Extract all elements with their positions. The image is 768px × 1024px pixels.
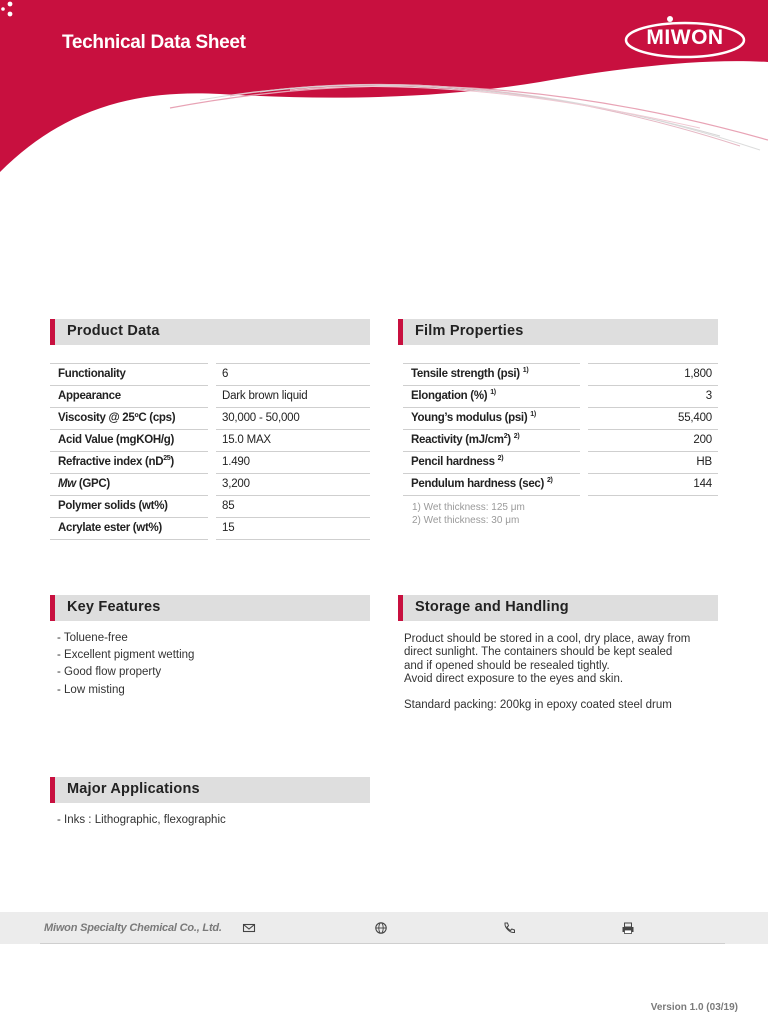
table-row bbox=[403, 408, 718, 430]
table-row bbox=[403, 474, 718, 496]
row-value: 1.490 bbox=[216, 452, 370, 474]
footer-bar bbox=[0, 912, 768, 944]
row-value: 144 bbox=[588, 474, 718, 496]
storage-heading-text: Storage and Handling bbox=[415, 599, 569, 615]
list-item: - Toluene-free bbox=[57, 632, 128, 644]
product-data-table bbox=[50, 364, 370, 540]
row-value: 6 bbox=[216, 364, 370, 386]
storage-line: Product should be stored in a cool, dry place, away from bbox=[404, 633, 691, 645]
note-line: 2) Wet thickness: 30 μm bbox=[412, 514, 520, 526]
major-applications-list bbox=[57, 812, 226, 829]
mail-icon bbox=[242, 921, 256, 935]
row-value: 3,200 bbox=[216, 474, 370, 496]
storage-line: Avoid direct exposure to the eyes and skin. bbox=[404, 673, 624, 686]
row-label: Acid Value (mgKOH/g) bbox=[50, 430, 208, 452]
table-row bbox=[50, 474, 370, 496]
row-label: Reactivity $(mJ/cm^2)$ $^{2)}$ bbox=[403, 430, 580, 452]
globe-icon bbox=[374, 921, 388, 935]
storage-line: direct sunlight. The containers should be kept sealed bbox=[404, 646, 673, 659]
document-title: Technical Data Sheet bbox=[62, 32, 246, 53]
product-data-heading-text: Product Data bbox=[67, 323, 160, 339]
storage-line: and if opened should be resealed tightly. bbox=[404, 659, 610, 672]
row-label: Mw (GPC) bbox=[50, 474, 208, 496]
row-value: 15.0 MAX bbox=[216, 430, 370, 452]
row-value: 1,800 bbox=[588, 364, 718, 386]
row-value: HB bbox=[588, 452, 718, 474]
standard-packing: Standard packing: 200kg in epoxy coated steel drum bbox=[404, 699, 672, 711]
list-item: - Inks : Lithographic, flexographic bbox=[57, 814, 226, 826]
note-line: 1) Wet thickness: 125 μm bbox=[412, 502, 525, 513]
logo-text: MIWON bbox=[646, 26, 724, 49]
version-label: Version 1.0 (03/19) bbox=[650, 1002, 738, 1013]
film-notes bbox=[412, 502, 525, 527]
storage-text bbox=[404, 633, 690, 687]
table-row bbox=[50, 430, 370, 452]
table-row bbox=[50, 518, 370, 540]
row-value: 30,000 - 50,000 bbox=[216, 408, 370, 430]
miwon-logo bbox=[623, 14, 747, 64]
phone-icon bbox=[502, 921, 516, 935]
table-row bbox=[50, 408, 370, 430]
fax-icon bbox=[621, 921, 635, 935]
key-features-heading-text: Key Features bbox=[67, 599, 161, 615]
footer-divider bbox=[40, 943, 725, 944]
film-properties-heading bbox=[398, 319, 718, 345]
list-item: - Low misting bbox=[57, 683, 125, 696]
company-name: Miwon Specialty Chemical Co., Ltd. bbox=[44, 922, 222, 934]
row-label: Polymer solids (wt%) bbox=[50, 496, 208, 518]
row-label: Pencil hardness $^{2)}$ bbox=[403, 452, 580, 474]
film-properties-heading-text: Film Properties bbox=[415, 323, 524, 339]
row-value: 15 bbox=[216, 518, 370, 540]
row-label: Viscosity @ 25ºC (cps) bbox=[50, 408, 208, 430]
list-item: - Excellent pigment wetting bbox=[57, 649, 195, 662]
list-item: - Good flow property bbox=[57, 666, 162, 679]
row-value: 200 bbox=[588, 430, 718, 452]
row-value: 55,400 bbox=[588, 408, 718, 430]
title-dots-icon bbox=[0, 0, 20, 20]
table-row bbox=[403, 430, 718, 452]
table-row bbox=[403, 452, 718, 474]
table-row bbox=[403, 386, 718, 408]
table-row bbox=[403, 364, 718, 386]
row-label: Refractive index $(nD^{25})$ bbox=[50, 452, 208, 474]
row-label: Young’s modulus (psi) $^{1)}$ bbox=[403, 408, 580, 430]
key-features-list bbox=[57, 630, 194, 699]
storage-heading bbox=[398, 595, 718, 621]
row-label: Tensile strength (psi) $^{1)}$ bbox=[403, 364, 580, 386]
row-label: Appearance bbox=[50, 386, 208, 408]
row-label: Functionality bbox=[50, 364, 208, 386]
major-applications-heading-text: Major Applications bbox=[67, 781, 200, 797]
film-properties-table bbox=[403, 364, 718, 496]
table-row bbox=[50, 364, 370, 386]
table-row bbox=[50, 496, 370, 518]
row-label: Acrylate ester (wt%) bbox=[50, 518, 208, 540]
key-features-heading bbox=[50, 595, 370, 621]
table-row bbox=[50, 386, 370, 408]
row-value: Dark brown liquid bbox=[216, 386, 370, 408]
header-banner bbox=[0, 0, 768, 180]
major-applications-heading bbox=[50, 777, 370, 803]
table-row bbox=[50, 452, 370, 474]
row-value: 85 bbox=[216, 496, 370, 518]
row-label: Pendulum hardness (sec) $^{2)}$ bbox=[403, 474, 580, 496]
row-label: Elongation (%) $^{1)}$ bbox=[403, 386, 580, 408]
product-data-heading bbox=[50, 319, 370, 345]
row-value: 3 bbox=[588, 386, 718, 408]
